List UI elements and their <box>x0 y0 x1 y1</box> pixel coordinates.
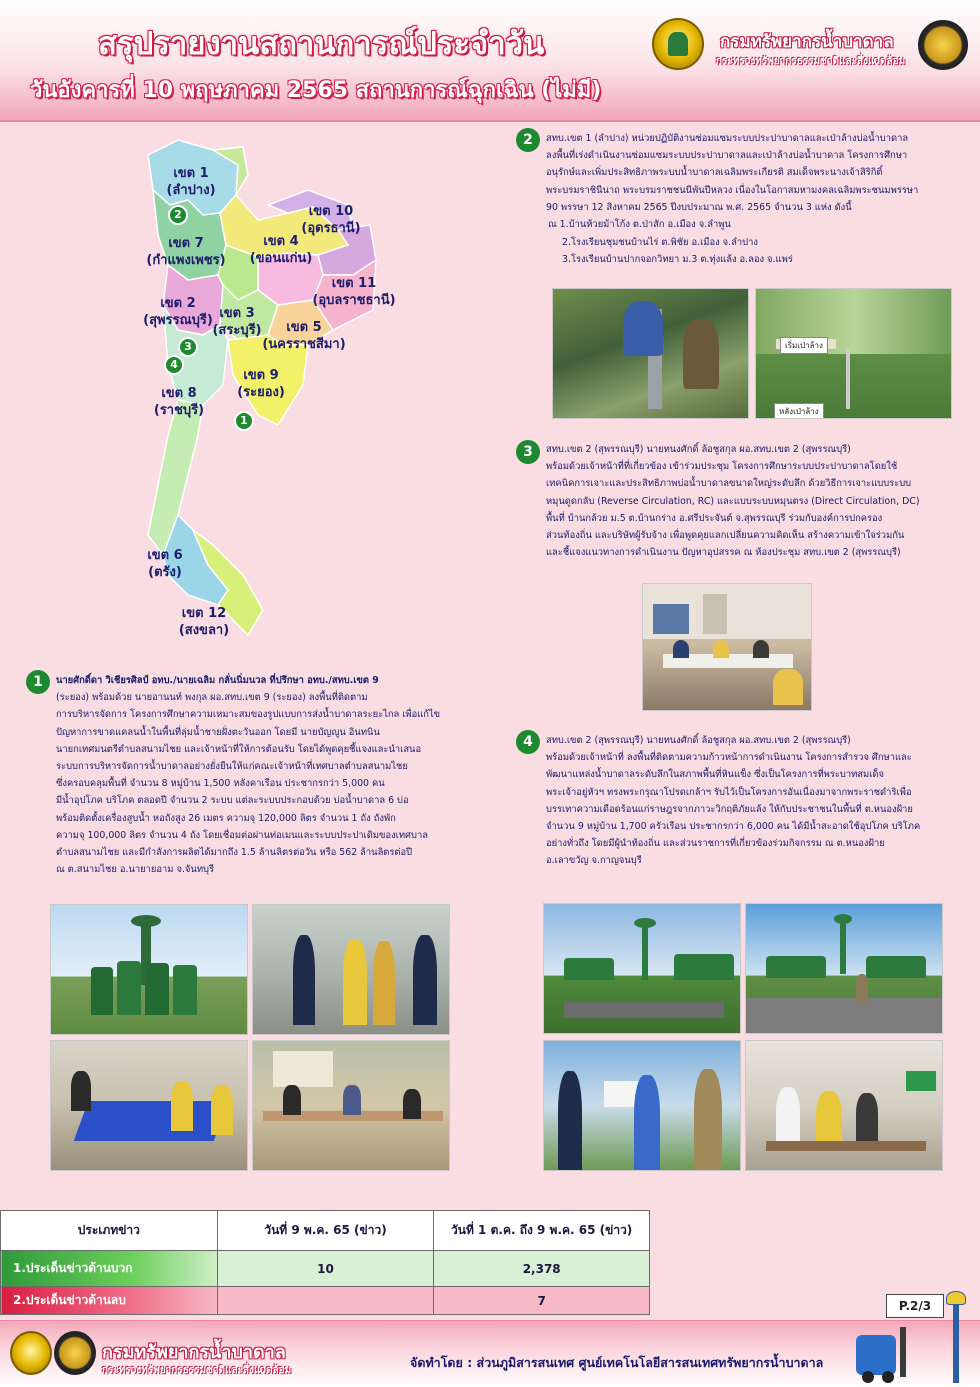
map-marker-4: 4 <box>164 355 184 375</box>
table-cell-cumulative: 7 <box>434 1287 650 1315</box>
page-subtitle: วันอังคารที่ 10 พฤษภาคม 2565 สถานการณ์ฉุกเฉิน (ไม่มี) <box>30 78 602 103</box>
news-2-line: พระบรมราชินีนาถ พระบรมราชชนนีพันปีหลวง เนื่องในโอกาสมหามงคลเฉลิมพระชนมพรรษา <box>546 184 919 196</box>
table-cell-cumulative: 2,378 <box>434 1251 650 1287</box>
map-label-zone-1: เขต 1 (ลำปาง) <box>166 166 216 198</box>
water-tower-icon <box>944 1291 968 1383</box>
news-3-line: พร้อมด้วยเจ้าหน้าที่ที่เกี่ยวข้อง เข้าร่วมประชุม โครงการศึกษาระบบประปาบาดาลโดยใช้ <box>546 461 898 473</box>
news-1-line: ความจุ 100,000 ลิตร จำนวน 4 ถัง โดยเชื่อมต่อผ่านท่อเมนและระบบประปาเดิมของเทศบาล <box>56 829 428 841</box>
news-2-location: 3.โรงเรียนบ้านปากจอกวิทยา ม.3 ต.ทุ่งแล้ง อ.ลอง จ.แพร่ <box>562 254 793 265</box>
table-header-row <box>1 1211 650 1251</box>
ministry-emblem-icon <box>54 1331 96 1375</box>
map-label-zone-8: เขต 8 (ราชบุรี) <box>153 386 205 418</box>
news-1-body <box>56 672 446 878</box>
footer-credit: จัดทำโดย : ส่วนภูมิสารสนเทศ ศูนย์เทคโนโลยีสารสนเทศทรัพยากรน้ำบาดาล <box>410 1355 824 1370</box>
news-2-location: 2.โรงเรียนชุมชนบ้านไร่ ต.พิชัย อ.เมือง จ.ลำปาง <box>562 236 758 248</box>
map-marker-1: 1 <box>234 411 254 431</box>
news-1-line: มีน้ำอุปโภค บริโภค ตลอดปี จำนวน 2 ระบบ แต่ละระบบประกอบด้วย บ่อน้ำบาดาล 6 บ่อ <box>56 795 409 807</box>
map-label-zone-10: เขต 10 (อุดรธานี) <box>301 204 361 236</box>
map-label-zone-12: เขต 12 (สงขลา) <box>178 606 230 638</box>
news-4-line: พระเจ้าอยู่หัวฯ ทรงพระกรุณาโปรดเกล้าฯ รับไว้เป็นโครงการอันเนื่องมาจากพระราชดำริเพื่อ <box>546 786 912 798</box>
news-2-line: ลงพื้นที่เร่งดำเนินงานซ่อมแซมระบบประปาบาดาลและเป่าล้างบ่อน้ำบาดาล โครงการศึกษา <box>546 150 908 162</box>
footer-org-subtitle: กระทรวงทรัพยากรธรรมชาติและสิ่งแวดล้อม <box>102 1365 292 1376</box>
table-row-positive <box>1 1251 650 1287</box>
table-header-type: ประเภทข่าว <box>1 1211 218 1251</box>
news-3-line: ส่วนท้องถิ่น และบริษัทผู้รับจ้าง เพื่อพูดคุยแลกเปลี่ยนความคิดเห็น สร้างความเข้าใจร่วมกัน <box>546 530 905 542</box>
photo-meeting-room <box>642 583 812 711</box>
photo-community-meeting <box>745 1040 943 1171</box>
news-3-number: 3 <box>516 440 540 464</box>
table-cell-daily: 10 <box>217 1251 434 1287</box>
news-summary-table <box>0 1210 650 1315</box>
news-4-line: พร้อมด้วยเจ้าหน้าที่ ลงพื้นที่ติดตามความก้าวหน้าการดำเนินงาน โครงการสำรวจ ศึกษาและ <box>546 752 912 764</box>
photo-water-tanks <box>50 904 248 1035</box>
map-label-zone-4: เขต 4 (ขอนแก่น) <box>249 234 313 266</box>
news-2-body <box>546 130 966 216</box>
news-1-number: 1 <box>26 670 50 694</box>
news-1-line: นายกเทศมนตรีตำบลสนามไชย และเจ้าหน้าที่ให้การต้อนรับ โดยได้พูดคุยชี้แจงและนำเสนอ <box>56 743 422 755</box>
org-name: กรมทรัพยากรน้ำบาดาล <box>720 32 894 52</box>
news-1-line: ระบบการบริหารจัดการน้ำบาดาลอย่างยั่งยืนให้แก่คณะเจ้าหน้าที่เทศบาลตำบลสนามไชย <box>56 761 408 773</box>
table-cell-category: 1.ประเด็นข่าวด้านบวก <box>1 1251 218 1287</box>
news-4-line: อ.เลาขวัญ จ.กาญจนบุรี <box>546 855 642 867</box>
news-3-line: หมุนดูดกลับ (Reverse Circulation, RC) และแบบระบบหมุนตรง (Direct Circulation, DC) <box>546 495 920 507</box>
news-3-body <box>546 441 966 561</box>
news-3-line: และชี้แจงแนวทางการดำเนินงาน ปัญหาอุปสรรค ณ ห้องประชุม สทบ.เขต 2 (สุพรรณบุรี) <box>546 547 901 559</box>
news-2-line: 90 พรรษา 12 สิงหาคม 2565 ปีงบประมาณ พ.ศ. 2565 จำนวน 3 แห่ง ดังนี้ <box>546 201 852 213</box>
news-1-line: นายศักดิ์ดา วิเชียรศิลป์ อทบ./นายเฉลิม กลั่นนิ่มนวล ที่ปรึกษา อทบ./สทบ.เขต 9 <box>56 675 379 686</box>
news-4-line: สทบ.เขต 2 (สุพรรณบุรี) นายทนงศักดิ์ ล้อชูสกุล ผอ.สทบ.เขต 2 (สุพรรณบุรี) <box>546 735 851 746</box>
map-label-zone-5: เขต 5 (นครราชสีมา) <box>262 320 346 352</box>
footer-org-name: กรมทรัพยากรน้ำบาดาล <box>102 1342 286 1363</box>
photo-site-visit <box>252 904 450 1035</box>
news-2-location: ณ 1.บ้านห้วยม้าโก้ง ต.ป่าสัก อ.เมือง จ.ลำพูน <box>548 219 731 230</box>
page-number: P.2/3 <box>886 1294 944 1318</box>
news-4-line: จำนวน 9 หมู่บ้าน 1,700 ครัวเรือน ประชากรกว่า 6,000 คน ได้มีน้ำสะอาดใช้อุปโภค บริโภค <box>546 821 921 833</box>
map-label-zone-11: เขต 11 (อุบลราชธานี) <box>312 276 396 308</box>
news-1-line: พร้อมติดตั้งเครื่องสูบน้ำ หอถังสูง 26 เมตร ความจุ 120,000 ลิตร จำนวน 1 ถัง ถังพัก <box>56 812 396 824</box>
table-cell-category: 2.ประเด็นข่าวด้านลบ <box>1 1287 218 1315</box>
map-label-zone-2: เขต 2 (สุพรรณบุรี) <box>143 296 213 328</box>
news-2-number: 2 <box>516 128 540 152</box>
photo-well-flushing-2 <box>755 288 952 419</box>
news-1-line: ซึ่งครอบคลุมพื้นที่ จำนวน 8 หมู่บ้าน 1,500 หลังคาเรือน ประชากรกว่า 5,000 คน <box>56 778 385 790</box>
thailand-region-map <box>108 135 428 645</box>
table-row-negative <box>1 1287 650 1315</box>
photo-caption-before: เริ่มเป่าล้าง <box>780 337 828 354</box>
news-4-line: บรรเทาความเดือดร้อนแก่ราษฎรจากภาวะวิกฤติภัยแล้ง ให้กับประชาชนในพื้นที่ ต.หนองฝ้าย <box>546 803 913 815</box>
ministry-emblem-icon <box>918 20 968 70</box>
news-2-line: สทบ.เขต 1 (ลำปาง) หน่วยปฏิบัติงานซ่อมแซมระบบประปาบาดาลและเป่าล้างบ่อน้ำบาดาล <box>546 133 909 144</box>
news-4-line: อย่างทั่วถึง โดยมีผู้นำท้องถิ่น และส่วนราชการที่เกี่ยวข้องร่วมกิจกรรม ณ ต.หนองฝ้าย <box>546 838 885 850</box>
table-header-daily: วันที่ 9 พ.ค. 65 (ข่าว) <box>217 1211 434 1251</box>
drilling-rig-icon <box>848 1327 928 1383</box>
page-title: สรุปรายงานสถานการณ์ประจำวัน <box>98 26 545 62</box>
map-label-zone-6: เขต 6 (ตรัง) <box>147 548 183 580</box>
map-label-zone-7: เขต 7 (กำแพงเพชร) <box>146 236 226 268</box>
photo-officials-reading <box>543 1040 741 1171</box>
photo-caption-after: หลังเป่าล้าง <box>774 403 824 419</box>
news-1-line: การบริหารจัดการ โครงการศึกษาความเหมาะสมของรูปแบบการส่งน้ำบาดาลระยะไกล เพื่อแก้ไข <box>56 709 441 721</box>
map-marker-3: 3 <box>178 337 198 357</box>
table-header-cumulative: วันที่ 1 ต.ค. ถึง 9 พ.ค. 65 (ข่าว) <box>434 1211 650 1251</box>
department-emblem-icon <box>10 1331 52 1375</box>
photo-well-flushing-1 <box>552 288 749 419</box>
department-emblem-icon <box>652 18 704 70</box>
news-2-locations <box>548 216 968 269</box>
header-banner <box>0 0 980 122</box>
photo-tank-road <box>745 903 943 1034</box>
news-3-line: พื้นที่ บ้านกล้วย ม.5 ต.บ้านกร่าง อ.ศรีประจันต์ จ.สุพรรณบุรี ร่วมกับองค์การปกครอง <box>546 512 883 524</box>
news-4-line: พัฒนาแหล่งน้ำบาดาลระดับลึกในสภาพพื้นที่หินแข็ง ซึ่งเป็นโครงการที่พระบาทสมเด็จ <box>546 769 884 781</box>
photo-meeting-table <box>50 1040 248 1171</box>
news-1-line: (ระยอง) พร้อมด้วย นายอานนท์ พงกุล ผอ.สทบ.เขต 9 (ระยอง) ลงพื้นที่ติดตาม <box>56 692 368 704</box>
news-3-line: เทคนิคการเจาะและประสิทธิภาพบ่อน้ำบาดาลขนาดใหญ่ระดับลึก ด้วยวิธีการเจาะแบบระบบ <box>546 478 912 490</box>
news-1-line: ตำบลสนามไชย และมีกำลังการผลิตได้มากถึง 1.5 ล้านลิตรต่อวัน หรือ 562 ล้านลิตรต่อปี <box>56 847 413 859</box>
news-1-line: ณ ต.สนามไชย อ.นายายอาม จ.จันทบุรี <box>56 864 215 876</box>
map-label-zone-9: เขต 9 (ระยอง) <box>237 368 285 400</box>
news-2-line: อนุรักษ์และเพิ่มประสิทธิภาพระบบน้ำบาดาลเฉลิมพระเกียรติ สมเด็จพระนางเจ้าสิริกิติ์ <box>546 167 883 179</box>
org-subtitle: กระทรวงทรัพยากรธรรมชาติและสิ่งแวดล้อม <box>716 56 906 67</box>
map-marker-2: 2 <box>168 205 188 225</box>
news-1-line: ปัญหาการขาดแคลนน้ำในพื้นที่ลุ่มน้ำชายฝั่งตะวันออก โดยมี นายบัญญูน อินทนิน <box>56 726 380 738</box>
footer-banner <box>0 1320 980 1387</box>
news-3-line: สทบ.เขต 2 (สุพรรณบุรี) นายทนงศักดิ์ ล้อชูสกุล ผอ.สทบ.เขต 2 (สุพรรณบุรี) <box>546 444 851 455</box>
photo-tank-field <box>543 903 741 1034</box>
news-4-number: 4 <box>516 730 540 754</box>
photo-presentation <box>252 1040 450 1171</box>
map-label-zone-3: เขต 3 (สระบุรี) <box>212 306 262 338</box>
table-cell-daily <box>217 1287 434 1315</box>
news-4-body <box>546 732 966 870</box>
